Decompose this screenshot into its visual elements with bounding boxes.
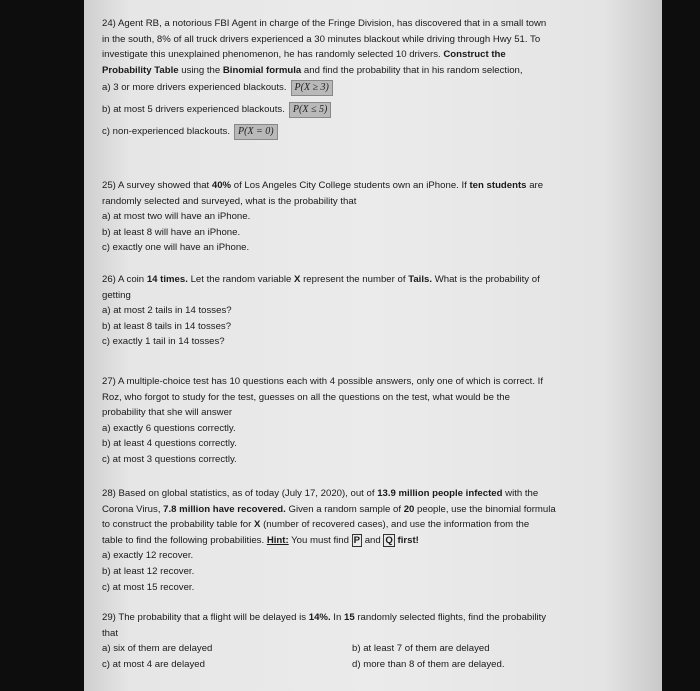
q26-x: X [294,274,301,285]
q29-l1a: 29) The probability that a flight will be delayed is [102,612,307,623]
q27-line1: 27) A multiple-choice test has 10 questions each with 4 possible answers, only one of which is correct. If [102,376,544,387]
q28-line1 [102,486,642,502]
q25-part-c: c) exactly one will have an iPhone. [102,242,250,254]
q28-sample-size: 20 [403,503,415,515]
q24-part-b [102,102,642,118]
question-25 [102,178,642,256]
q29-l1e: randomly selected flights, find the probability [357,612,547,623]
q28-l3c: (number of recovered cases), and use the information from the [263,519,530,531]
worksheet-page [84,0,662,691]
q24-using: using the [181,64,221,76]
q28-l2c: Given a random sample of [288,503,402,515]
q24-b-text: b) at most 5 drivers experienced blackouts. [102,104,285,116]
q24-part-c [102,124,642,140]
q29-part-b: b) at least 7 of them are delayed [352,643,490,655]
q26-part-a: a) at most 2 tails in 14 tosses? [102,305,232,317]
q24-line3-bold: Construct the [443,49,506,61]
question-27 [102,374,642,468]
q24-part-a [102,80,642,96]
q28-l1a: 28) Based on global statistics, as of today (July 17, 2020), out of [102,488,375,499]
q27-part-b: b) at least 4 questions correctly. [102,438,237,450]
q26-part-b: b) at least 8 tails in 14 tosses? [102,320,232,332]
q28-p: P [353,534,361,546]
q26-part-c: c) exactly 1 tail in 14 tosses? [102,336,225,348]
q28-line4 [102,533,642,549]
q28-part-b: b) at least 12 recover. [102,565,195,577]
q27-line3: probability that she will answer [102,407,233,419]
q25-ten-students: ten students [469,180,527,191]
q28-x: X [254,519,261,531]
q24-line2: in the south, 8% of all truck drivers experienced a 30 minutes blackout while driving through Hwy 51. To [102,33,541,45]
q26-tails: Tails. [408,274,433,285]
q25-l1a: 25) A survey showed that [102,180,210,191]
q24-binomial: Binomial formula [222,64,302,76]
q25-part-b: b) at least 8 will have an iPhone. [102,226,241,238]
q27-part-c: c) at most 3 questions correctly. [102,453,237,465]
q25-part-a: a) at most two will have an iPhone. [102,211,251,223]
q28-part-a: a) exactly 12 recover. [102,550,194,562]
q28-line3 [102,517,642,533]
question-24 [102,16,642,140]
q29-part-c: c) at most 4 are delayed [102,658,205,670]
q26-line1 [102,272,642,288]
question-28 [102,486,642,595]
question-26 [102,272,642,350]
q24-prob-table: Probability Table [102,64,179,76]
q29-row2 [102,657,642,673]
q24-c-math: P(X = 0) [234,124,278,140]
q24-line4 [102,63,642,79]
q28-q: Q [385,534,393,546]
q26-l1e: represent the number of [303,274,406,285]
q24-line1: 24) Agent RB, a notorious FBI Agent in charge of the Fringe Division, has discovered that in a small town [102,18,547,29]
q26-l1a: 26) A coin [102,274,145,285]
q29-part-d: d) more than 8 of them are delayed. [352,658,505,670]
q26-line2: getting [102,289,131,301]
q29-percent: 14%. [308,612,331,623]
q28-l4c: You must find [291,534,349,546]
q25-l1c: of Los Angeles City College students own an iPhone. If [233,180,467,191]
q28-hint: Hint: [266,534,289,546]
q28-l4a: table to find the following probabilities. [102,534,265,546]
q26-14-times: 14 times. [146,274,188,285]
q27-line2: Roz, who forgot to study for the test, guesses on all the questions on the test, what would be the [102,391,510,403]
q24-line3-text: investigate this unexplained phenomenon, he has randomly selected 10 drivers. [102,49,441,61]
q28-l2a: Corona Virus, [102,503,161,515]
q29-15: 15 [343,612,355,623]
q29-l1c: In [333,612,342,623]
q24-b-math: P(X ≤ 5) [289,102,331,118]
q25-line2: randomly selected and surveyed, what is the probability that [102,195,357,207]
q26-l1g: What is the probability of [434,274,540,285]
q28-infected: 13.9 million people infected [377,488,503,499]
q24-a-text: a) 3 or more drivers experienced blackouts. [102,82,287,94]
q29-line1 [102,610,642,626]
q25-l1e: are [529,180,544,191]
q28-l2e: people, use the binomial formula [417,503,556,515]
q25-line1 [102,178,642,194]
q25-percent: 40% [211,180,232,191]
q24-line3 [102,47,642,63]
q24-c-text: c) non-experienced blackouts. [102,126,230,138]
q29-part-a: a) six of them are delayed [102,643,213,655]
q28-and: and [364,534,381,546]
q28-recovered: 7.8 million have recovered. [163,503,286,515]
q24-a-math: P(X ≥ 3) [291,80,333,96]
q29-line2: that [102,627,119,639]
q28-l3a: to construct the probability table for [102,519,252,531]
q24-line4-rest: and find the probability that in his random selection, [303,64,523,76]
q28-l1c: with the [505,488,539,499]
q28-part-c: c) at most 15 recover. [102,581,195,593]
q26-l1c: Let the random variable [190,274,292,285]
q28-line2 [102,502,642,518]
q28-first: first! [397,534,419,546]
q29-row1 [102,641,642,657]
q27-part-a: a) exactly 6 questions correctly. [102,422,236,434]
question-29 [102,610,642,672]
